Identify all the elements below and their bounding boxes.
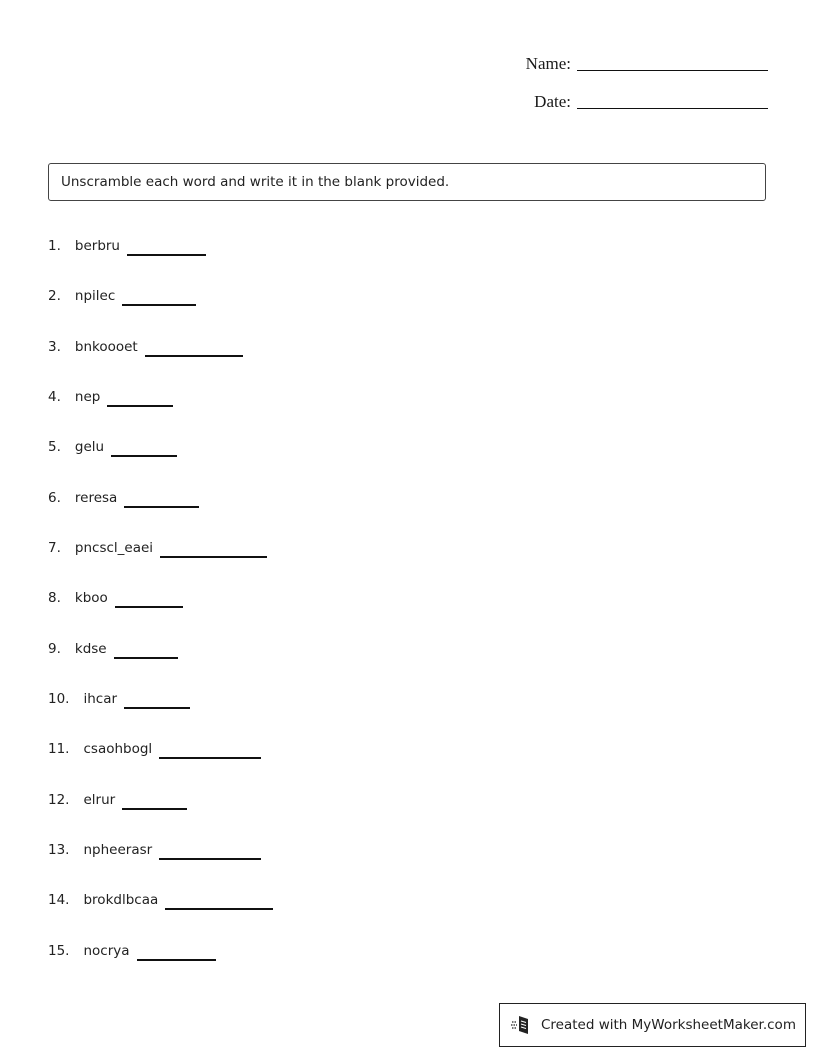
- instructions-text: Unscramble each word and write it in the blank provided.: [61, 174, 450, 190]
- item-number: 2.: [48, 288, 61, 304]
- item-number: 7.: [48, 540, 61, 556]
- answer-blank[interactable]: [137, 959, 216, 961]
- item-number: 3.: [48, 339, 61, 355]
- scrambled-word: gelu: [74, 439, 105, 455]
- instructions-box: [48, 163, 766, 201]
- item-number: 4.: [48, 389, 61, 405]
- scrambled-word: pncscl_eaei: [74, 540, 154, 556]
- answer-blank[interactable]: [145, 355, 243, 357]
- answer-blank[interactable]: [111, 455, 177, 457]
- answer-blank[interactable]: [124, 707, 190, 709]
- scrambled-word: nep: [74, 389, 101, 405]
- list-item: [48, 830, 261, 858]
- answer-blank[interactable]: [122, 808, 187, 810]
- list-item: [48, 729, 261, 757]
- scrambled-word: reresa: [74, 490, 118, 506]
- item-number: 12.: [48, 792, 70, 808]
- list-item: [48, 931, 216, 959]
- answer-blank[interactable]: [114, 657, 178, 659]
- item-number: 6.: [48, 490, 61, 506]
- list-item: [48, 276, 196, 304]
- date-label: Date:: [534, 92, 571, 111]
- scrambled-word: brokdlbcaa: [83, 892, 159, 908]
- scrambled-word: npilec: [74, 288, 116, 304]
- scrambled-word: kdse: [74, 641, 107, 657]
- item-number: 13.: [48, 842, 70, 858]
- list-item: [48, 327, 243, 355]
- date-blank[interactable]: [577, 108, 768, 109]
- item-number: 15.: [48, 943, 70, 959]
- list-item: [48, 679, 190, 707]
- scrambled-word: npheerasr: [83, 842, 153, 858]
- answer-blank[interactable]: [124, 506, 199, 508]
- item-number: 14.: [48, 892, 70, 908]
- item-number: 8.: [48, 590, 61, 606]
- name-label: Name:: [525, 54, 571, 73]
- scrambled-word: csaohbogl: [83, 741, 153, 757]
- scrambled-word: berbru: [74, 238, 120, 254]
- name-field: [526, 55, 768, 72]
- list-item: [48, 780, 187, 808]
- list-item: [48, 377, 173, 405]
- list-item: [48, 226, 206, 254]
- scrambled-word: kboo: [74, 590, 108, 606]
- answer-blank[interactable]: [165, 908, 273, 910]
- item-number: 11.: [48, 741, 70, 757]
- item-number: 1.: [48, 238, 61, 254]
- scrambled-word: nocrya: [83, 943, 130, 959]
- item-number: 10.: [48, 691, 70, 707]
- item-number: 5.: [48, 439, 61, 455]
- list-item: [48, 629, 178, 657]
- worksheet-maker-logo-icon: [510, 1013, 534, 1037]
- footer-text: Created with MyWorksheetMaker.com: [541, 1017, 796, 1033]
- list-item: [48, 578, 183, 606]
- answer-blank[interactable]: [160, 556, 267, 558]
- scrambled-word: bnkoooet: [74, 339, 138, 355]
- footer-badge[interactable]: [499, 1003, 806, 1047]
- list-item: [48, 478, 199, 506]
- item-number: 9.: [48, 641, 61, 657]
- name-blank[interactable]: [577, 70, 768, 71]
- answer-blank[interactable]: [107, 405, 173, 407]
- scrambled-word: elrur: [83, 792, 116, 808]
- answer-blank[interactable]: [159, 757, 261, 759]
- scrambled-word: ihcar: [83, 691, 118, 707]
- list-item: [48, 528, 267, 556]
- list-item: [48, 880, 273, 908]
- answer-blank[interactable]: [159, 858, 261, 860]
- list-item: [48, 427, 177, 455]
- date-field: [534, 93, 768, 110]
- answer-blank[interactable]: [115, 606, 183, 608]
- answer-blank[interactable]: [127, 254, 206, 256]
- answer-blank[interactable]: [122, 304, 196, 306]
